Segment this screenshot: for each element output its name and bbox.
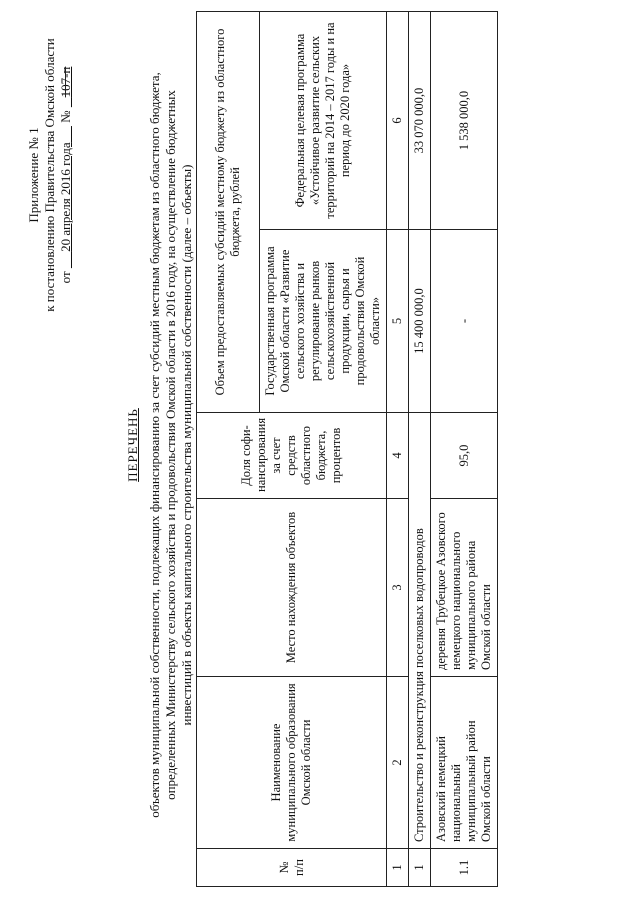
appendix-line-2: к постановлению Правительства Омской области [42, 38, 57, 312]
header-municipality: Наименование муниципального образования Омской области [197, 677, 387, 849]
header-volume: Объем предоставляемых субсидий местному бюджету из областного бюджета, рублей [197, 12, 260, 413]
header-num: № п/п [197, 849, 387, 887]
row-num: 1.1 [431, 849, 498, 887]
header-state-program: Государственная программа Омской области «Развитие сельского хозяйства и регулирование рынков сельскохозяйственной продукции, сырья и продовольствия Омской области» [260, 230, 387, 413]
date-value [58, 126, 73, 268]
row-state-program: - [431, 230, 498, 413]
column-number-row [387, 12, 409, 887]
row-municipality: Азовский немецкий национальный муниципальный район Омской области [431, 677, 498, 849]
number-prefix: № [58, 110, 73, 123]
header-share: Доля софи-нансирования за счет средств областного бюджета, процентов [197, 413, 387, 499]
section-sum-federal: 33 070 000,0 [409, 12, 431, 230]
subsidy-table [196, 11, 498, 887]
appendix-block [26, 25, 74, 325]
column-number: 4 [387, 413, 409, 499]
header-location: Место нахождения объектов [197, 499, 387, 677]
column-number: 5 [387, 230, 409, 413]
table-header-row [197, 12, 260, 887]
section-row [409, 12, 431, 887]
date-value-text: 20 апреля 2016 года [58, 142, 73, 252]
column-number: 6 [387, 12, 409, 230]
row-location: деревня Трубецкое Азовского немецкого национального муниципального района Омской области [431, 499, 498, 677]
row-share: 95,0 [431, 413, 498, 499]
column-number: 3 [387, 499, 409, 677]
row-federal-program: 1 538 000,0 [431, 12, 498, 230]
section-sum-state: 15 400 000,0 [409, 230, 431, 413]
appendix-date-line [58, 25, 74, 325]
date-prefix: от [58, 271, 73, 284]
section-name: Строительство и реконструкция поселковых водопроводов [409, 413, 431, 849]
column-number: 1 [387, 849, 409, 887]
document-title: ПЕРЕЧЕНЬ [125, 408, 140, 482]
section-num: 1 [409, 849, 431, 887]
document-subtitle: объектов муниципальной собственности, подлежащих финансированию за счет субсидий местным бюджетам из областного бюджета, определенных Министерству сельского хозяйства и продовольствия Омской области в 2016 году, на осуществление бюджетных инвестиций в объекты капитального строительства муниципальной собственности (далее – объекты) [147, 72, 194, 818]
number-value [58, 67, 73, 108]
appendix-line-1: Приложение № 1 [26, 127, 41, 223]
table-row [431, 12, 498, 887]
header-federal-program: Федеральная целевая программа «Устойчивое развитие сельских территорий на 2014 – 2017 годы и на период до 2020 года» [260, 12, 387, 230]
column-number: 2 [387, 677, 409, 849]
number-value-text: 107-п [58, 66, 73, 98]
